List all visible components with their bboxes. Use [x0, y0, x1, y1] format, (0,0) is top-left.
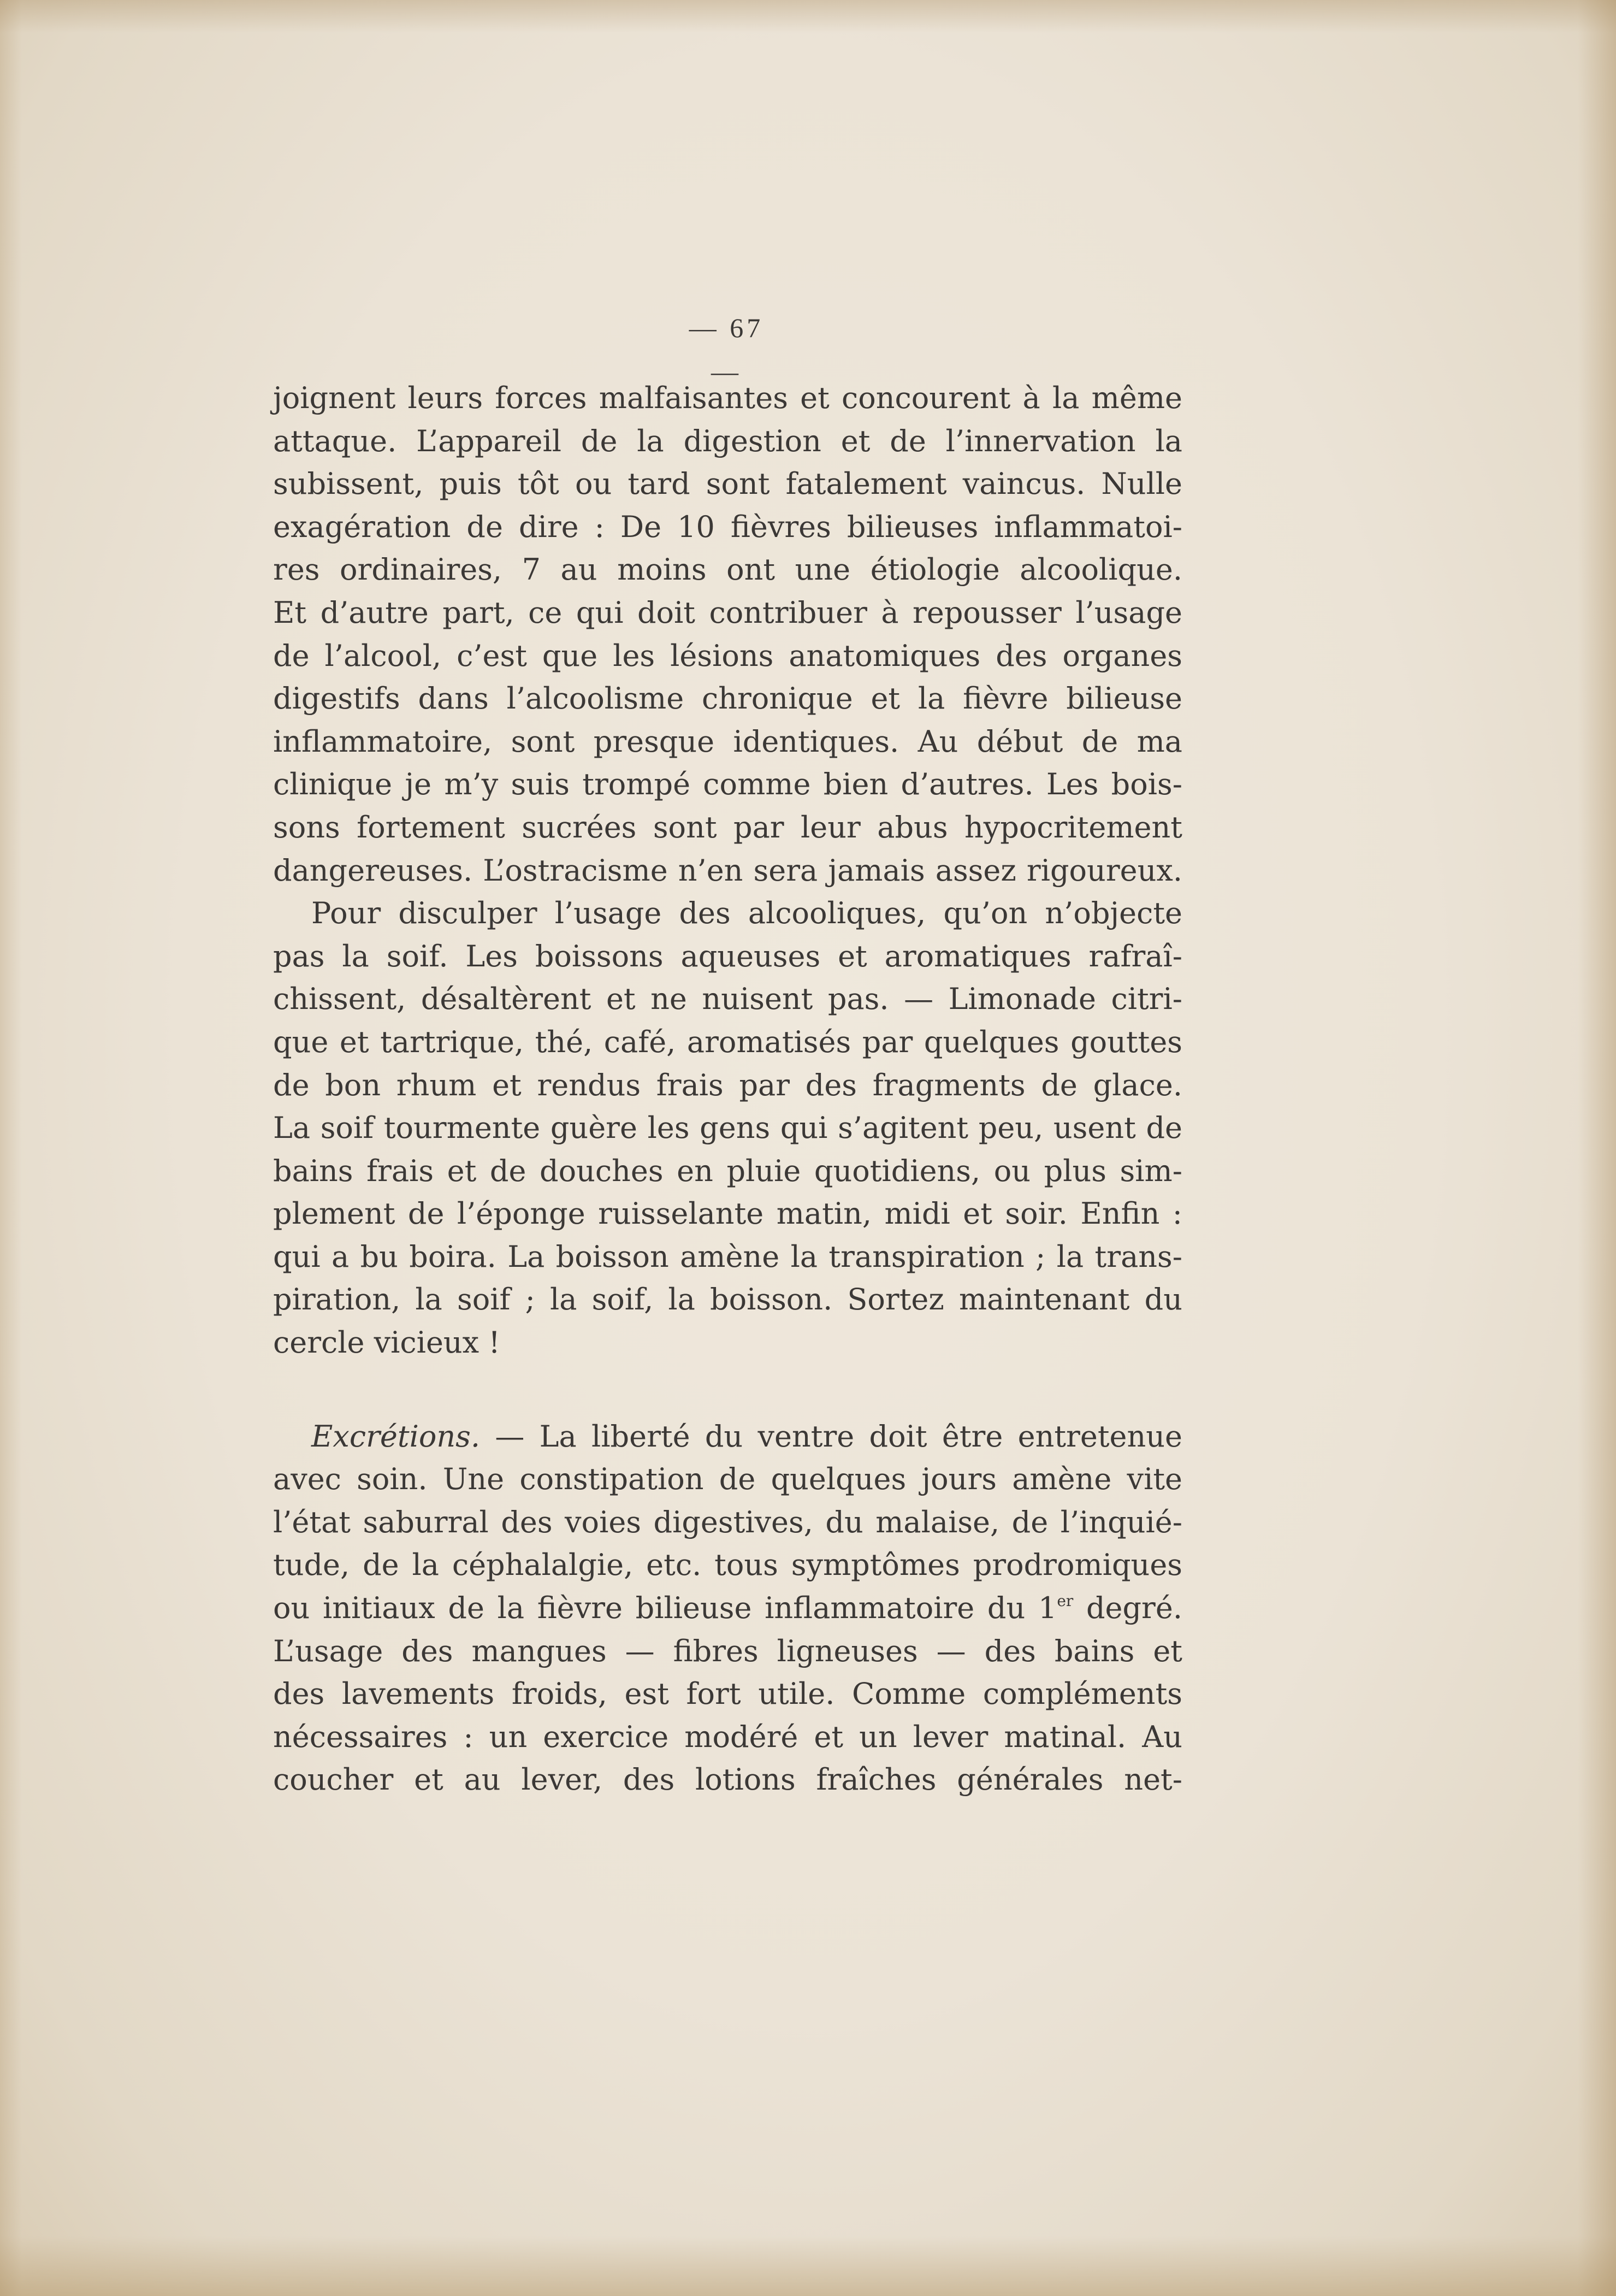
section-heading-excretions: Excrétions.	[311, 1419, 481, 1454]
text-line: exagération de dire : De 10 fièvres bilieuses inflammatoi-	[273, 509, 1182, 544]
text-line: La soif tourmente guère les gens qui s’agitent peu, usent de	[273, 1111, 1182, 1146]
text-line: de l’alcool, c’est que les lésions anatomiques des organes	[273, 638, 1182, 673]
page-edge-shadow-top	[0, 0, 1616, 33]
superscript: er	[1057, 1592, 1074, 1610]
paragraph-3	[273, 1415, 1182, 1802]
page-edge-shadow-right	[1578, 0, 1616, 2296]
text-line: dangereuses. L’ostracisme n’en sera jamais assez rigoureux.	[273, 853, 1182, 888]
text-line: plement de l’éponge ruisselante matin, midi et soir. Enfin :	[273, 1196, 1182, 1231]
body-text	[273, 377, 1182, 1802]
text-line: L’usage des mangues — fibres ligneuses — des bains et	[273, 1633, 1182, 1668]
paragraph-1	[273, 377, 1182, 892]
text-line: nécessaires : un exercice modéré et un lever matinal. Au	[273, 1719, 1182, 1754]
text-line: l’état saburral des voies digestives, du malaise, de l’inquié-	[273, 1504, 1182, 1539]
text-line: bains frais et de douches en pluie quotidiens, ou plus sim-	[273, 1153, 1182, 1188]
text-line: des lavements froids, est fort utile. Comme compléments	[273, 1677, 1182, 1711]
text-line: pas la soif. Les boissons aqueuses et aromatiques rafraî-	[273, 939, 1182, 973]
text-line: attaque. L’appareil de la digestion et de l’innervation la	[273, 423, 1182, 458]
page-edge-shadow-bottom	[0, 2236, 1616, 2296]
paragraph-gap	[273, 1365, 1182, 1415]
text-line: qui a bu boira. La boisson amène la transpiration ; la trans-	[273, 1239, 1182, 1274]
text-line	[273, 1587, 1182, 1630]
text-line: tude, de la céphalalgie, etc. tous symptômes prodromiques	[273, 1548, 1182, 1583]
text-line: sons fortement sucrées sont par leur abus hypocritement	[273, 810, 1182, 845]
text-line: joignent leurs forces malfaisantes et concourent à la même	[273, 381, 1182, 415]
text-span: — La liberté du ventre doit être entretenue	[480, 1419, 1182, 1454]
text-line: clinique je m’y suis trompé comme bien d’autres. Les bois-	[273, 767, 1182, 802]
text-span: degré.	[1073, 1591, 1182, 1626]
text-line: de bon rhum et rendus frais par des fragments de glace.	[273, 1067, 1182, 1102]
text-line: chissent, désaltèrent et ne nuisent pas. — Limonade citri-	[273, 982, 1182, 1017]
text-line: inflammatoire, sont presque identiques. Au début de ma	[273, 724, 1182, 759]
text-line: coucher et au lever, des lotions fraîches générales net-	[273, 1762, 1182, 1797]
text-line: piration, la soif ; la soif, la boisson. Sortez maintenant du	[273, 1282, 1182, 1317]
text-line: digestifs dans l’alcoolisme chronique et la fièvre bilieuse	[273, 681, 1182, 716]
text-line: Et d’autre part, ce qui doit contribuer à repousser l’usage	[273, 595, 1182, 630]
page-number: — 67 —	[689, 312, 764, 387]
text-line: avec soin. Une constipation de quelques jours amène vite	[273, 1462, 1182, 1497]
text-line: que et tartrique, thé, café, aromatisés par quelques gouttes	[273, 1024, 1182, 1059]
text-line: res ordinaires, 7 au moins ont une étiologie alcoolique.	[273, 552, 1182, 587]
text-line: Pour disculper l’usage des alcooliques, qu’on n’objecte	[311, 896, 1182, 931]
page-edge-shadow-left	[0, 0, 22, 2296]
text-line	[273, 1415, 1182, 1459]
text-span: ou initiaux de la fièvre bilieuse inflammatoire du 1	[273, 1591, 1057, 1626]
text-line: subissent, puis tôt ou tard sont fatalement vaincus. Nulle	[273, 467, 1182, 501]
paragraph-2	[273, 892, 1182, 1365]
text-line: cercle vicieux !	[273, 1325, 500, 1360]
